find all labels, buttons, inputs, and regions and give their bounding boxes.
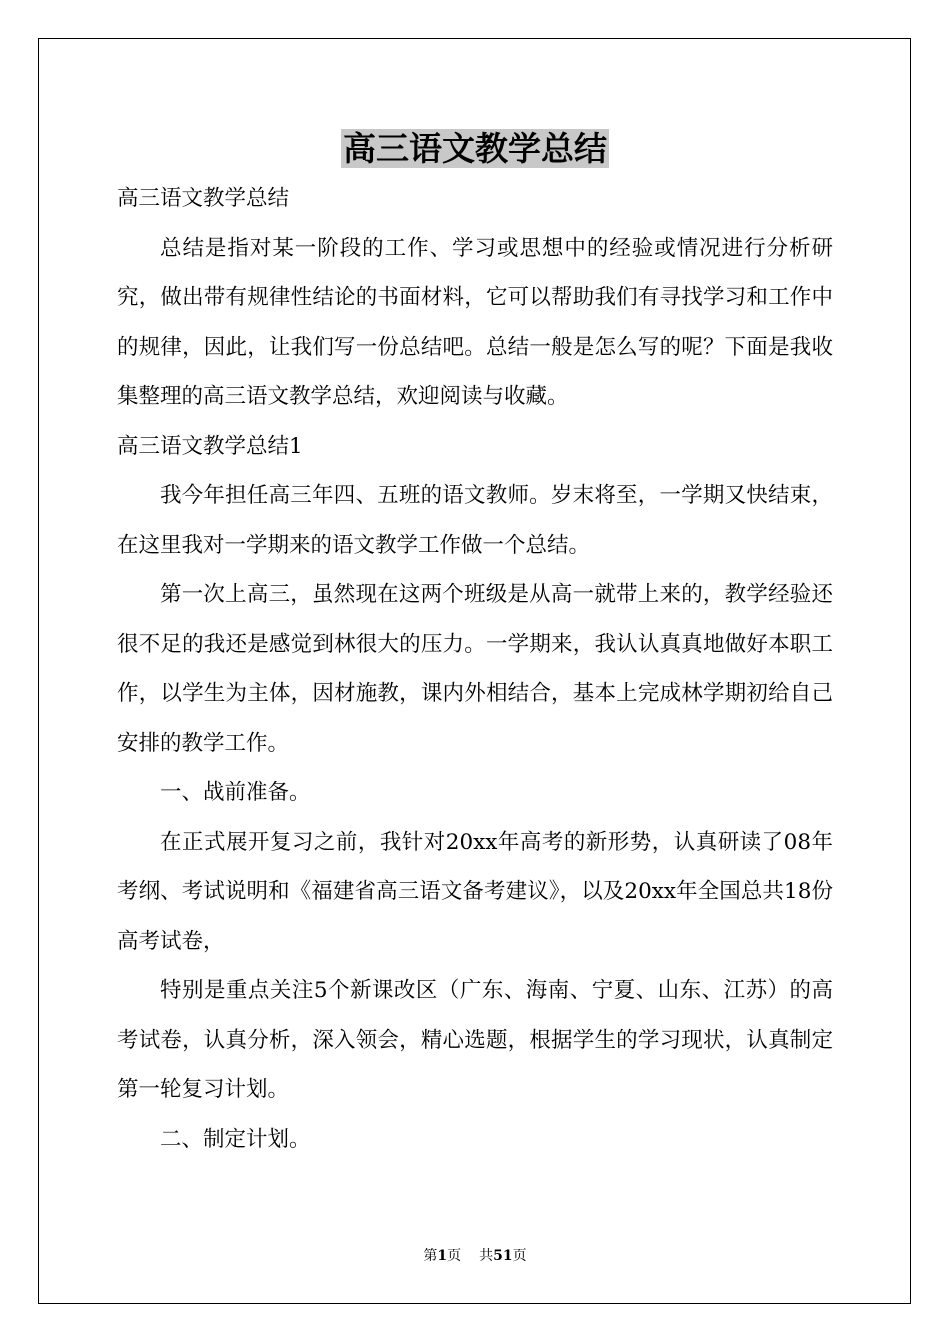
page-prefix: 第: [423, 1248, 438, 1264]
document-title: [0, 125, 950, 173]
total-suffix: 页: [512, 1248, 527, 1264]
section-heading: 高三语文教学总结1: [117, 433, 303, 459]
total-prefix: 共: [479, 1248, 494, 1264]
document-body: [117, 174, 833, 1164]
page-suffix: 页: [447, 1248, 462, 1264]
intro-paragraph: 总结是指对某一阶段的工作、学习或思想中的经验或情况进行分析研究，做出带有规律性结论的书面材料，它可以帮助我们有寻找学习和工作中的规律，因此，让我们写一份总结吧。总结一般是怎么写的呢？下面是我收集整理的高三语文教学总结，欢迎阅读与收藏。: [117, 235, 833, 409]
subsection-heading: 一、战前准备。: [160, 780, 311, 805]
page-footer: [0, 1246, 950, 1266]
page-number: 1: [437, 1248, 448, 1264]
subtitle-paragraph: 高三语文教学总结: [117, 186, 290, 211]
document-title-text: 高三语文教学总结: [343, 129, 607, 168]
body-paragraph: 特别是重点关注5个新课改区（广东、海南、宁夏、山东、江苏）的高考试卷，认真分析，深入领会，精心选题，根据学生的学习现状，认真制定第一轮复习计划。: [117, 978, 833, 1102]
total-pages: 51: [493, 1248, 513, 1264]
body-paragraph: 在正式展开复习之前，我针对20xx年高考的新形势，认真研读了08年考纲、考试说明和《福建省高三语文备考建议》，以及20xx年全国总共18份高考试卷，: [117, 829, 833, 954]
body-paragraph: 第一次上高三，虽然现在这两个班级是从高一就带上来的，教学经验还很不足的我还是感觉到林很大的压力。一学期来，我认认真真地做好本职工作，以学生为主体，因材施教，课内外相结合，基本上完成林学期初给自己安排的教学工作。: [117, 582, 833, 756]
subsection-heading: 二、制定计划。: [160, 1126, 311, 1152]
body-paragraph: 我今年担任高三年四、五班的语文教师。岁末将至，一学期又快结束，在这里我对一学期来的语文教学工作做一个总结。: [117, 483, 833, 558]
